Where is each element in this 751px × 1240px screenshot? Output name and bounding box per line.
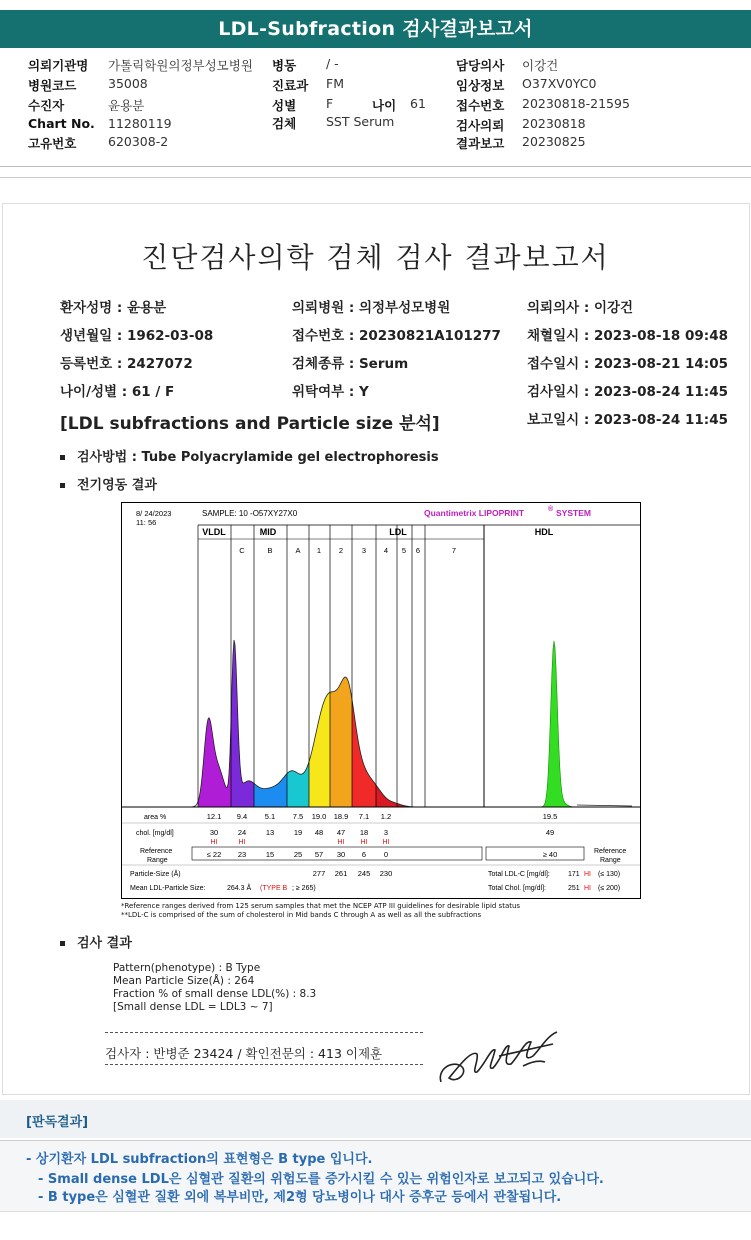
header-value: 가톨릭학원의정부성모병원 bbox=[108, 58, 253, 73]
area-value: 7.1 bbox=[358, 812, 370, 821]
header-label: 고유번호 bbox=[28, 136, 77, 151]
header-value: 윤용분 bbox=[108, 98, 145, 113]
ref-value: 57 bbox=[314, 850, 324, 859]
registration-number: 등록번호 : 2427072 bbox=[60, 356, 193, 372]
chart-date: 8/ 24/2023 bbox=[136, 509, 172, 518]
area-value: 9.4 bbox=[236, 812, 248, 821]
area-row-label: area % bbox=[144, 814, 167, 821]
particle-size: 230 bbox=[379, 869, 393, 878]
header-value: 620308-2 bbox=[108, 134, 169, 149]
header-value: 20230825 bbox=[522, 134, 586, 149]
specimen-type: 검체종류 : Serum bbox=[292, 356, 409, 372]
result-line: Mean Particle Size(Å) : 264 bbox=[113, 975, 255, 987]
particle-size: 277 bbox=[312, 869, 326, 878]
band-fill-3 bbox=[352, 700, 376, 808]
area-value: 18.9 bbox=[333, 812, 349, 821]
header-label: 결과보고 bbox=[456, 136, 505, 151]
electrophoresis-bullet bbox=[60, 474, 157, 493]
size-label: Particle-Size (Å) bbox=[130, 871, 181, 878]
interpretation-header bbox=[0, 1100, 751, 1138]
area-value: 12.1 bbox=[206, 812, 222, 821]
chol-value: 30 bbox=[209, 828, 219, 837]
signature bbox=[435, 1026, 565, 1088]
ref-label: Range bbox=[600, 857, 621, 864]
footnote: **LDL-C is comprised of the sum of cholesterol in Mid bands C through A as well as all the subfractions bbox=[121, 911, 482, 919]
chart-canvas bbox=[122, 503, 640, 898]
header-value: 11280119 bbox=[108, 116, 172, 131]
examiner-line: 검사자 : 반병준 23424 / 확인전문의 : 413 이제훈 bbox=[105, 1046, 383, 1061]
collection-time: 채혈일시 : 2023-08-18 09:48 bbox=[527, 328, 728, 344]
group-label-mid: MID bbox=[259, 527, 277, 537]
hi-flag: HI bbox=[238, 839, 246, 846]
total-chol-label: Total Chol. [mg/dl]: bbox=[488, 885, 546, 892]
interpretation-title: [판독결과] bbox=[26, 1115, 89, 1130]
test-time: 검사일시 : 2023-08-24 11:45 bbox=[527, 384, 728, 400]
requesting-doctor: 의뢰의사 : 이강건 bbox=[527, 300, 634, 316]
ref-value: 0 bbox=[383, 850, 389, 859]
band-label-4: 4 bbox=[383, 546, 389, 555]
dashed-rule bbox=[105, 1064, 423, 1065]
band-label-C: C bbox=[239, 546, 245, 555]
section-heading: [LDL subfractions and Particle size 분석] bbox=[60, 414, 440, 434]
mean-size-value: 264.3 Å bbox=[227, 885, 252, 892]
chart-brand-reg: ® bbox=[548, 506, 554, 513]
header-label: 검사의뢰 bbox=[456, 118, 505, 133]
ref-label: Range bbox=[147, 857, 168, 864]
header-label: 진료과 bbox=[272, 78, 309, 93]
mean-size-type: (TYPE B bbox=[260, 885, 288, 892]
order-header bbox=[0, 52, 751, 164]
receipt-number: 접수번호 : 20230821A101277 bbox=[292, 328, 501, 344]
hdl-peak bbox=[537, 641, 572, 807]
method-bullet bbox=[60, 446, 439, 465]
chol-value: 19 bbox=[293, 828, 303, 837]
total-chol-value: 251 bbox=[568, 885, 580, 892]
age-value: 61 bbox=[410, 96, 426, 111]
header-value: SST Serum bbox=[326, 114, 395, 129]
header-label: 성별 bbox=[272, 98, 297, 113]
electrophoresis-label: 전기영동 결과 bbox=[77, 478, 157, 493]
header-label: Chart No. bbox=[28, 116, 95, 131]
ref-box-hdl bbox=[486, 847, 584, 860]
header-value: 20230818 bbox=[522, 116, 586, 131]
hi-flag: HI bbox=[382, 839, 390, 846]
total-ldl-label: Total LDL-C [mg/dl]: bbox=[488, 871, 550, 878]
chol-value: 49 bbox=[545, 828, 555, 837]
baseline-trace bbox=[577, 805, 632, 806]
birth-date: 생년월일 : 1962-03-08 bbox=[60, 328, 214, 344]
header-label: 검체 bbox=[272, 116, 297, 131]
area-value: 19.0 bbox=[311, 812, 327, 821]
band-fill-2 bbox=[330, 677, 352, 807]
interpretation-line: - Small dense LDL은 심혈관 질환의 위험도를 증가시킬 수 있는 위험인자로 보고되고 있습니다. bbox=[38, 1172, 604, 1187]
header-label: 접수번호 bbox=[456, 98, 505, 113]
total-ldl-hi: HI bbox=[584, 871, 591, 878]
area-value: 7.5 bbox=[292, 812, 304, 821]
header-label: 수진자 bbox=[28, 98, 65, 113]
area-value: 1.2 bbox=[380, 812, 392, 821]
header-value: 35008 bbox=[108, 76, 148, 91]
ref-value: ≥ 40 bbox=[542, 850, 558, 859]
chol-value: 48 bbox=[314, 828, 324, 837]
total-chol-ref: (≤ 200) bbox=[598, 885, 621, 892]
interpretation-line: - B type은 심혈관 질환 외에 복부비만, 제2형 당뇨병이나 대사 증후군 등에서 관찰됩니다. bbox=[38, 1190, 562, 1205]
band-label-1: 1 bbox=[316, 546, 322, 555]
chol-value: 18 bbox=[359, 828, 369, 837]
header-value: 이강건 bbox=[522, 58, 559, 73]
footnote: *Reference ranges derived from 125 serum samples that met the NCEP ATP III guidelines for desirable lipid status bbox=[121, 902, 521, 910]
header-label: 병동 bbox=[272, 58, 297, 73]
ref-value: 30 bbox=[336, 850, 346, 859]
header-label: 임상정보 bbox=[456, 78, 505, 93]
mean-size-ref: ; ≥ 265) bbox=[292, 885, 316, 892]
patient-name: 환자성명 : 윤용분 bbox=[60, 300, 167, 316]
chart-brand-system: SYSTEM bbox=[556, 508, 591, 518]
divider bbox=[0, 177, 751, 178]
ref-label: Reference bbox=[594, 848, 627, 855]
ref-value: 25 bbox=[293, 850, 303, 859]
mean-size-label: Mean LDL-Particle Size: bbox=[130, 885, 206, 892]
result-line: Pattern(phenotype) : B Type bbox=[113, 962, 261, 974]
group-label-vldl: VLDL bbox=[202, 527, 226, 537]
outsourced: 위탁여부 : Y bbox=[292, 384, 369, 400]
ref-value: 23 bbox=[237, 850, 247, 859]
chol-value: 13 bbox=[265, 828, 275, 837]
interpretation-line: - 상기환자 LDL subfraction의 표현형은 B type 입니다. bbox=[26, 1152, 373, 1167]
chol-row-label: chol. [mg/dl] bbox=[136, 830, 174, 837]
header-value: F bbox=[326, 96, 334, 111]
age-label: 나이 bbox=[372, 98, 397, 113]
document-title: 진단검사의학 검체 검사 결과보고서 bbox=[141, 241, 610, 274]
chart-time: 11: 56 bbox=[136, 518, 157, 527]
hi-flag: HI bbox=[210, 839, 218, 846]
ref-value: 6 bbox=[361, 850, 367, 859]
header-label: 의뢰기관명 bbox=[28, 58, 89, 73]
band-label-6: 6 bbox=[415, 546, 421, 555]
ref-label: Reference bbox=[140, 848, 173, 855]
total-ldl-ref: (≤ 130) bbox=[598, 871, 621, 878]
lipoprint-chart bbox=[121, 502, 641, 899]
chart-sample: SAMPLE: 10 -O57XY27X0 bbox=[202, 509, 298, 518]
particle-size: 245 bbox=[357, 869, 371, 878]
area-value: 5.1 bbox=[264, 812, 276, 821]
report-time: 보고일시 : 2023-08-24 11:45 bbox=[527, 412, 728, 428]
chol-value: 24 bbox=[237, 828, 247, 837]
results-label: 검사 결과 bbox=[77, 936, 132, 951]
header-label: 병원코드 bbox=[28, 78, 77, 93]
result-line: Fraction % of small dense LDL(%) : 8.3 bbox=[113, 988, 317, 1000]
total-chol-hi: HI bbox=[584, 885, 591, 892]
band-fill-B bbox=[254, 774, 287, 808]
header-label: 담당의사 bbox=[456, 58, 505, 73]
total-ldl-value: 171 bbox=[568, 871, 580, 878]
test-method: 검사방법 : Tube Polyacrylamide gel electrophoresis bbox=[77, 450, 439, 465]
group-label-ldl: LDL bbox=[389, 527, 407, 537]
band-fill-4 bbox=[376, 785, 397, 807]
results-bullet bbox=[60, 932, 132, 951]
ref-value: 15 bbox=[265, 850, 275, 859]
result-line: [Small dense LDL = LDL3 ~ 7] bbox=[113, 1001, 273, 1013]
header-value: O37XV0YC0 bbox=[522, 76, 597, 91]
age-sex: 나이/성별 : 61 / F bbox=[60, 384, 175, 400]
band-label-A: A bbox=[295, 546, 301, 555]
ref-value: ≤ 22 bbox=[206, 850, 222, 859]
report-title: LDL-Subfraction 검사결과보고서 bbox=[218, 18, 533, 40]
chol-value: 47 bbox=[336, 828, 346, 837]
particle-size: 261 bbox=[334, 869, 348, 878]
receipt-time: 접수일시 : 2023-08-21 14:05 bbox=[527, 356, 728, 372]
hi-flag: HI bbox=[360, 839, 368, 846]
hi-flag: HI bbox=[337, 839, 345, 846]
band-fill-A bbox=[287, 762, 309, 807]
band-label-7: 7 bbox=[451, 546, 457, 555]
header-value: 20230818-21595 bbox=[522, 96, 630, 111]
band-label-5: 5 bbox=[401, 546, 407, 555]
band-label-B: B bbox=[267, 546, 273, 555]
chol-value: 3 bbox=[383, 828, 389, 837]
header-value: FM bbox=[326, 76, 344, 91]
band-label-3: 3 bbox=[361, 546, 367, 555]
chart-brand: Quantimetrix LIPOPRINT bbox=[424, 508, 525, 518]
header-value: / - bbox=[326, 56, 339, 71]
divider bbox=[0, 166, 751, 167]
band-label-2: 2 bbox=[338, 546, 344, 555]
group-label-hdl: HDL bbox=[534, 527, 554, 537]
dashed-rule bbox=[105, 1032, 423, 1033]
requesting-hospital: 의뢰병원 : 의정부성모병원 bbox=[292, 300, 451, 316]
area-value: 19.5 bbox=[542, 812, 558, 821]
report-title-bar bbox=[0, 10, 751, 48]
